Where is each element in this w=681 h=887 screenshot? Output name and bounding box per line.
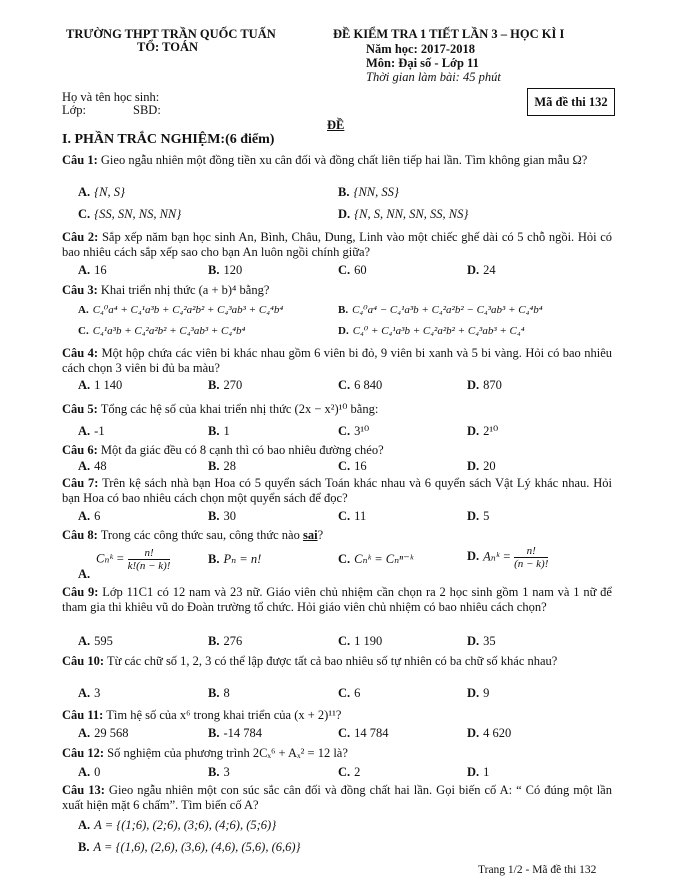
- option-9b: B. 276: [208, 634, 243, 648]
- exam-code-box: Mã đề thi 132: [527, 88, 615, 116]
- option-12b: B. 3: [208, 765, 230, 779]
- question-13: Câu 13: Gieo ngẫu nhiên một con súc sắc cân đối và đồng chất hai lần. Gọi biến cố A: “ Có đúng một lần xuất hiện mặt 6 chấm”. Tìm biến cố A?: [62, 783, 612, 812]
- option-7d: D. 5: [467, 509, 490, 523]
- question-1: Câu 1: Gieo ngẫu nhiên một đồng tiền xu cân đối và đồng chất liên tiếp hai lần. Tìm không gian mẫu Ω?: [62, 153, 588, 167]
- option-6b: B. 28: [208, 459, 236, 473]
- option-7a: A. 6: [78, 509, 101, 523]
- question-9: Câu 9: Lớp 11C1 có 12 nam và 23 nữ. Giáo viên chủ nhiệm cần chọn ra 2 học sinh gồm 1 nam và 1 nữ để tham gia thi khiêu vũ do Đoàn trường tổ chức. Hỏi giáo viên chủ nhiệm có bao nhiêu cách chọn?: [62, 585, 612, 614]
- option-6d: D. 20: [467, 459, 496, 473]
- option-5a: A. -1: [78, 424, 105, 438]
- question-5: Câu 5: Tổng các hệ số của khai triển nhị thức (2x − x²)¹⁰ bằng:: [62, 402, 379, 416]
- department: TỔ: TOÁN: [137, 40, 199, 54]
- option-5b: B. 1: [208, 424, 230, 438]
- option-12a: A. 0: [78, 765, 101, 779]
- option-8b: B. Pₙ = n!: [208, 552, 262, 566]
- de-heading: ĐỀ: [327, 118, 345, 132]
- option-11d: D. 4 620: [467, 726, 512, 740]
- option-1c: C. {SS, SN, NS, NN}: [78, 207, 182, 221]
- option-5d: D. 2¹⁰: [467, 424, 499, 438]
- option-8c: C. Cₙᵏ = Cₙⁿ⁻ᵏ: [338, 552, 414, 566]
- question-4: Câu 4: Một hộp chứa các viên bi khác nhau gồm 6 viên bi đỏ, 9 viên bi xanh và 5 bi vàng. Hỏi có bao nhiêu cách chọn 3 viên bi đủ ba màu?: [62, 346, 612, 375]
- option-4d: D. 870: [467, 378, 502, 392]
- option-3c: C. C₄¹a³b + C₄²a²b² + C₄³ab³ + C₄⁴b⁴: [78, 325, 246, 337]
- sbd-label: SBD:: [133, 103, 161, 117]
- exam-title: ĐỀ KIỂM TRA 1 TIẾT LẦN 3 – HỌC KÌ I: [333, 27, 565, 41]
- option-3d: D. C₄⁰ + C₄¹a³b + C₄²a²b² + C₄³ab³ + C₄⁴: [338, 325, 525, 337]
- question-6: Câu 6: Một đa giác đều có 8 cạnh thì có bao nhiêu đường chéo?: [62, 443, 384, 457]
- option-7c: C. 11: [338, 509, 367, 523]
- option-9a: A. 595: [78, 634, 113, 648]
- question-2: Câu 2: Sắp xếp năm bạn học sinh An, Bình, Châu, Dung, Linh vào một chiếc ghế dài có 5 chỗ ngồi. Hỏi có bao nhiêu cách sắp xếp sao cho bạn An luôn ngồi chính giữa?: [62, 230, 613, 259]
- option-9c: C. 1 190: [338, 634, 383, 648]
- option-10a: A. 3: [78, 686, 101, 700]
- section-title: I. PHẦN TRẮC NGHIỆM:(6 điểm): [62, 132, 275, 147]
- option-4a: A. 1 140: [78, 378, 123, 392]
- option-8d: D. Aₙᵏ = $\frac{n!}{(n - k)!}$: [467, 545, 549, 570]
- question-7: Câu 7: Trên kệ sách nhà bạn Hoa có 5 quyển sách Toán khác nhau và 6 quyển sách Vật Lý khác nhau. Hỏi bạn Hoa có bao nhiêu cách chọn một quyển sách để đọc?: [62, 476, 612, 505]
- question-8: Câu 8: Trong các công thức sau, công thức nào sai?: [62, 528, 324, 542]
- option-2d: D. 24: [467, 263, 496, 277]
- option-11c: C. 14 784: [338, 726, 389, 740]
- option-11a: A. 29 568: [78, 726, 129, 740]
- option-13a: A. A = {(1;6), (2;6), (3;6), (4;6), (5;6)}: [78, 818, 277, 832]
- option-3b: B. C₄⁰a⁴ − C₄¹a³b + C₄²a²b² − C₄³ab³ + C₄⁴b⁴: [338, 304, 543, 316]
- option-10b: B. 8: [208, 686, 230, 700]
- time-limit: Thời gian làm bài: 45 phút: [366, 70, 501, 84]
- option-10d: D. 9: [467, 686, 490, 700]
- option-4c: C. 6 840: [338, 378, 383, 392]
- option-1a: A. {N, S}: [78, 185, 125, 199]
- option-1d: D. {N, S, NN, SN, SS, NS}: [338, 207, 469, 221]
- option-7b: B. 30: [208, 509, 236, 523]
- option-5c: C. 3¹⁰: [338, 424, 370, 438]
- question-3: Câu 3: Khai triển nhị thức (a + b)⁴ bằng?: [62, 283, 270, 297]
- option-11b: B. -14 784: [208, 726, 263, 740]
- option-3a: A. C₄⁰a⁴ + C₄¹a³b + C₄²a²b² + C₄³ab³ + C₄⁴b⁴: [78, 304, 284, 316]
- student-name-label: Họ và tên học sinh:: [62, 90, 160, 104]
- option-2a: A. 16: [78, 263, 107, 277]
- option-12d: D. 1: [467, 765, 490, 779]
- option-10c: C. 6: [338, 686, 361, 700]
- question-10: Câu 10: Từ các chữ số 1, 2, 3 có thể lập được tất cả bao nhiêu số tự nhiên có ba chữ số khác nhau?: [62, 654, 558, 668]
- option-4b: B. 270: [208, 378, 243, 392]
- option-2c: C. 60: [338, 263, 367, 277]
- question-11: Câu 11: Tìm hệ số của x⁶ trong khai triển của (x + 2)¹¹?: [62, 708, 342, 722]
- class-label: Lớp:: [62, 103, 86, 117]
- option-12c: C. 2: [338, 765, 361, 779]
- option-6a: A. 48: [78, 459, 107, 473]
- option-2b: B. 120: [208, 263, 243, 277]
- option-13b: B. A = {(1,6), (2,6), (3,6), (4,6), (5,6), (6,6)}: [78, 840, 301, 854]
- page-footer: Trang 1/2 - Mã đề thi 132: [478, 864, 597, 876]
- option-9d: D. 35: [467, 634, 496, 648]
- option-1b: B. {NN, SS}: [338, 185, 399, 199]
- option-6c: C. 16: [338, 459, 367, 473]
- subject: Môn: Đại số - Lớp 11: [366, 56, 479, 70]
- school-name: TRƯỜNG THPT TRẦN QUỐC TUẤN: [66, 27, 276, 41]
- school-year: Năm học: 2017-2018: [366, 42, 476, 56]
- question-12: Câu 12: Số nghiệm của phương trình 2Cₓ⁶ + Aₓ² = 12 là?: [62, 746, 348, 760]
